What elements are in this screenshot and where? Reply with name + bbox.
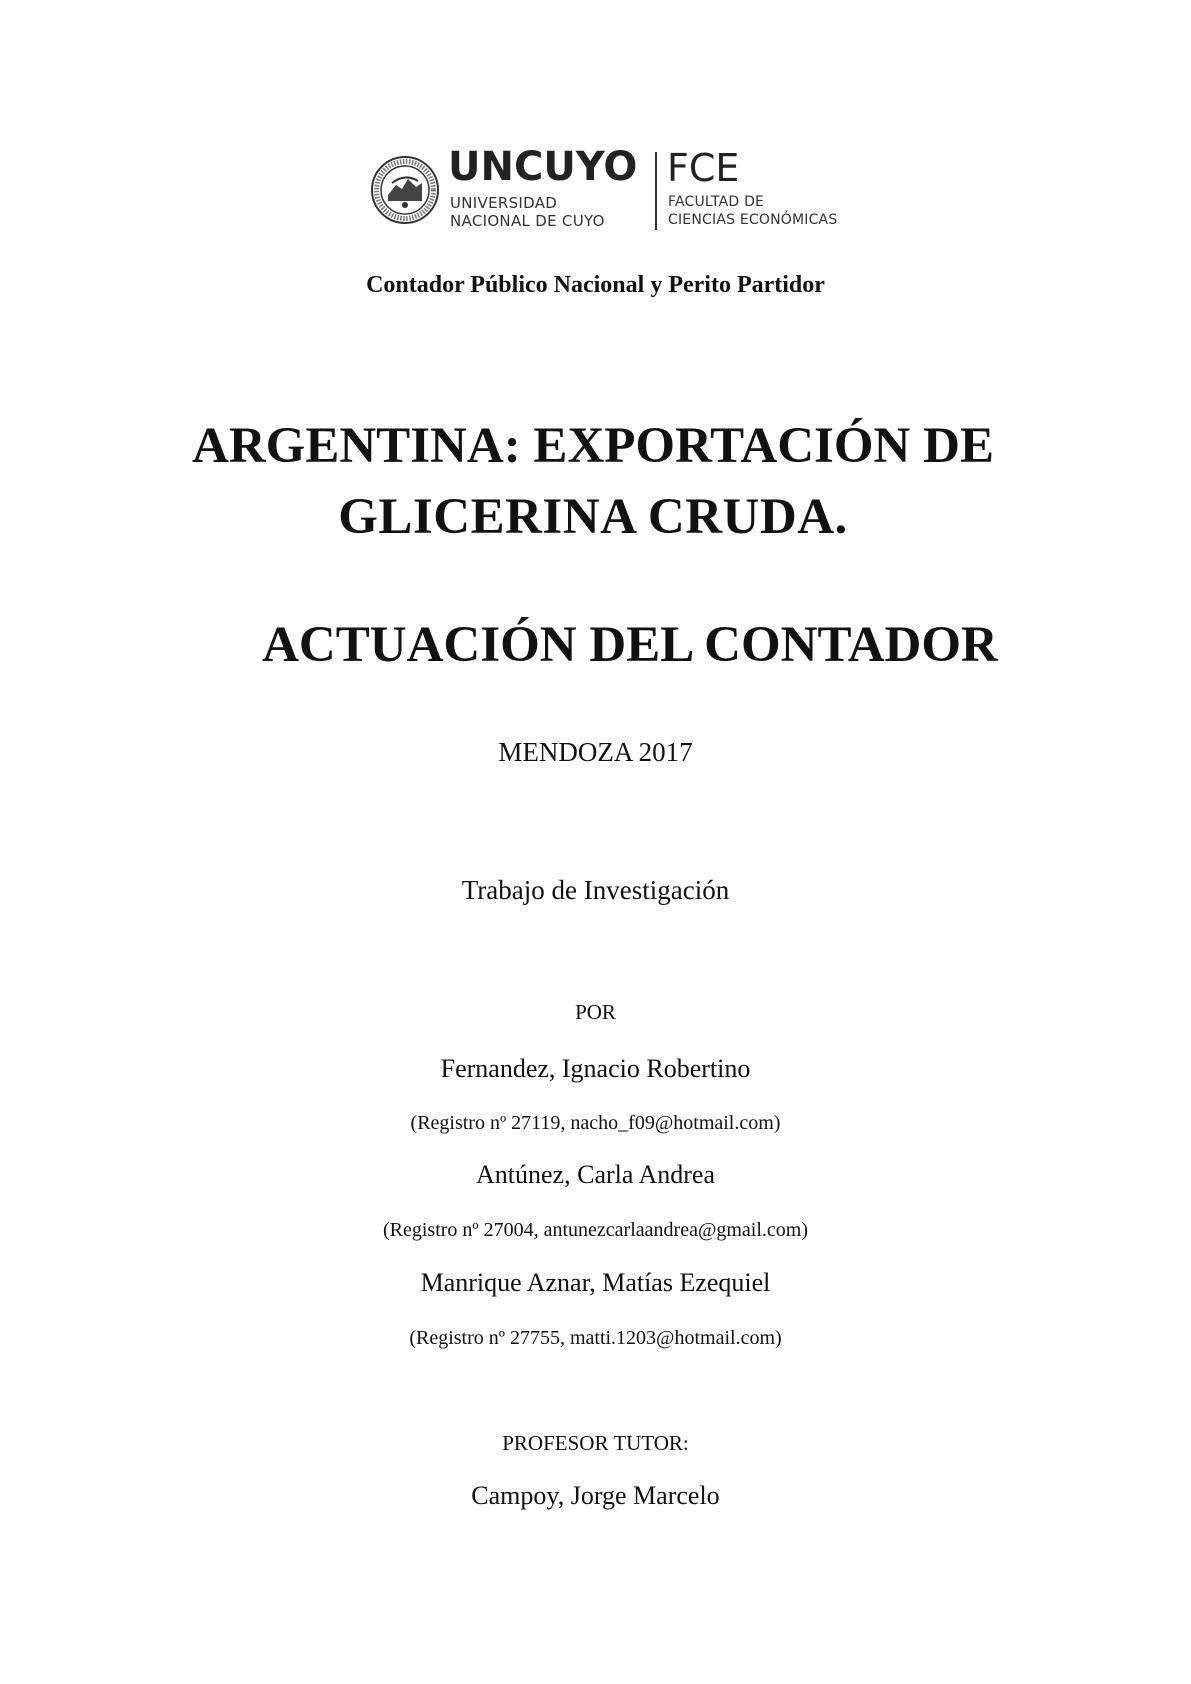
author-registration: (Registro nº 27755, matti.1203@hotmail.com) <box>409 1327 782 1349</box>
tutor-name: Campoy, Jorge Marcelo <box>471 1481 720 1510</box>
by-label: POR <box>575 1000 616 1024</box>
uncuyo-wordmark: UNCUYO <box>448 144 638 190</box>
university-seal-icon <box>370 155 440 225</box>
work-type: Trabajo de Investigación <box>461 875 730 905</box>
author-name: Antúnez, Carla Andrea <box>476 1160 715 1189</box>
logo-divider <box>655 152 657 230</box>
main-title-line1: ARGENTINA: EXPORTACIÓN DE <box>192 418 994 474</box>
fce-subtitle-line2: CIENCIAS ECONÓMICAS <box>668 212 838 228</box>
main-subtitle: ACTUACIÓN DEL CONTADOR <box>262 617 998 673</box>
fce-wordmark: FCE <box>667 146 740 190</box>
author-registration: (Registro nº 27119, nacho_f09@hotmail.com) <box>410 1112 781 1134</box>
degree-title: Contador Público Nacional y Perito Partidor <box>366 272 825 298</box>
uncuyo-subtitle-line1: UNIVERSIDAD <box>450 194 558 212</box>
main-title-line2: GLICERINA CRUDA. <box>338 489 848 545</box>
author-name: Fernandez, Ignacio Robertino <box>440 1054 751 1083</box>
author-name: Manrique Aznar, Matías Ezequiel <box>420 1268 771 1297</box>
tutor-label: PROFESOR TUTOR: <box>502 1431 689 1455</box>
author-registration: (Registro nº 27004, antunezcarlaandrea@gmail.com) <box>382 1219 809 1241</box>
uncuyo-subtitle-line2: NACIONAL DE CUYO <box>450 212 605 230</box>
fce-subtitle-line1: FACULTAD DE <box>668 194 765 210</box>
place-year: MENDOZA 2017 <box>498 737 693 767</box>
institution-logo <box>370 144 850 240</box>
